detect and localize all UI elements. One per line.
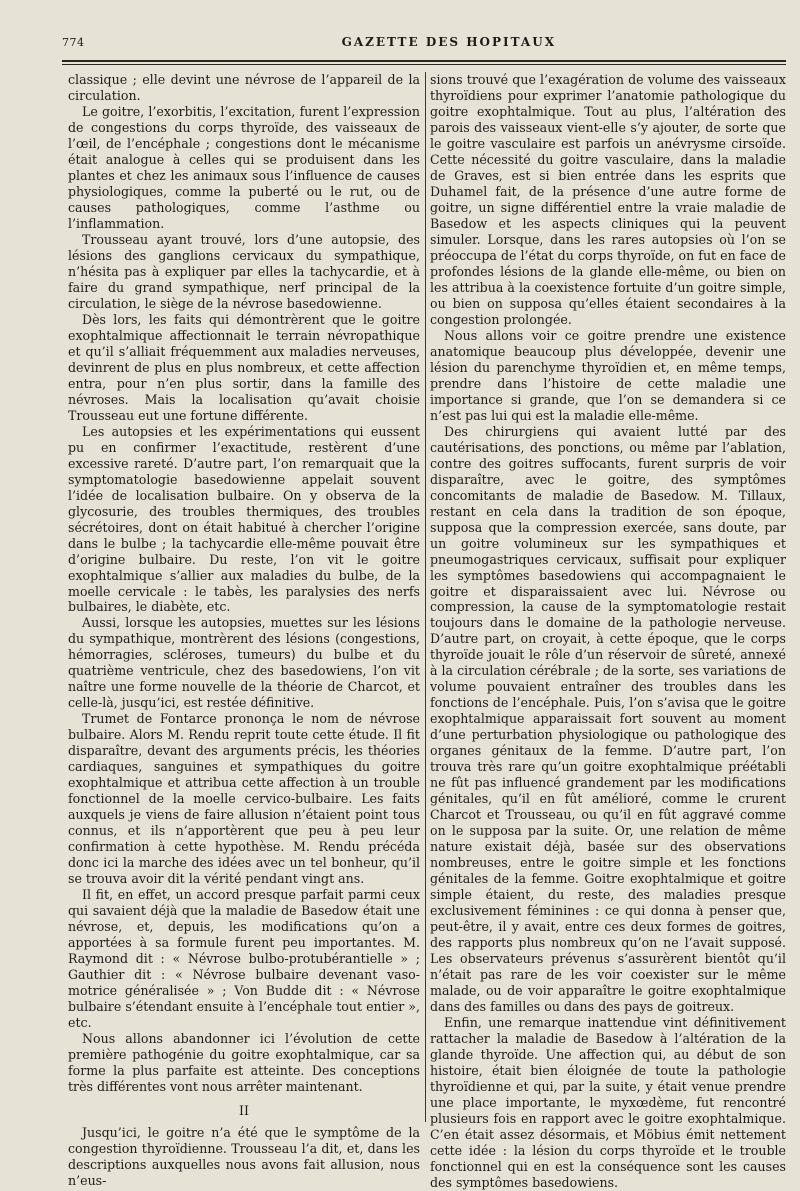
- header-rule: [62, 60, 786, 62]
- paragraph: Trousseau ayant trouvé, lors d’une autopsie, des lésions des ganglions cervicaux du sympathique, n’hésita pas à expliquer par elles la tachycardie, et à faire du grand sympathique, nerf principal de la circulation, le siège de la névrose basedowienne.: [68, 231, 420, 311]
- paragraph: Enfin, une remarque inattendue vint définitivement rattacher la maladie de Basedow à l’altération de la glande thyroïde. Une affection qui, au début de son histoire, était bien éloignée de toute la pathologie thyroïdienne et qui, par la suite, y était venue prendre une place importante, le myxœdème, fut rencontré plusieurs fois en rapport avec le goitre exophtalmique. C’en était assez désormais, et Möbius émit nettement cette idée : la lésion du corps thyroïde et le trouble fonctionnel qui en est la conséquence sont les causes des symptômes basedowiens.: [430, 1015, 786, 1190]
- column-divider: [425, 72, 426, 1122]
- paragraph: Nous allons voir ce goitre prendre une existence anatomique beaucoup plus développée, devenir une lésion du parenchyme thyroïdien et, en même temps, prendre dans l’histoire de cette maladie une importance si grande, que l’on se demandera si ce n’est pas lui qui est la maladie elle-même.: [430, 327, 786, 423]
- header-rule-thin: [62, 64, 786, 65]
- paragraph: Dès lors, les faits qui démontrèrent que le goitre exophtalmique affectionnait le terrain névropathique et qu’il s’alliait fréquemment aux maladies nerveuses, devinrent de plus en plus nombreux, et cette affection entra, pour n’en plus sortir, dans la famille des névroses. Mais la localisation qu’avait choisie Trousseau eut une fortune différente.: [68, 311, 420, 423]
- paragraph: classique ; elle devint une névrose de l’appareil de la circulation.: [68, 72, 420, 103]
- paragraph: Il fit, en effet, un accord presque parfait parmi ceux qui savaient déjà que la maladie de Basedow était une névrose, et, depuis, les modifications qu’on a apportées à sa formule furent peu importantes. M. Raymond dit : « Névrose bulbo-protubérantielle » ; Gauthier dit : « Névrose bulbaire devenant vaso-motrice généralisée » ; Von Budde dit : « Névrose bulbaire s’étendant ensuite à l’encéphale tout entier », etc.: [68, 887, 420, 1031]
- right-column: [430, 72, 786, 1190]
- paragraph: Des chirurgiens qui avaient lutté par des cautérisations, des ponctions, ou même par l’ablation, contre des goitres suffocants, furent surpris de voir disparaître, avec le goitre, des symptômes concomitants de maladie de Basedow. M. Tillaux, restant en cela dans la tradition de son époque, supposa que la compression exercée, sans doute, par un goitre volumineux sur les sympathiques et pneumogastriques cervicaux, suffisait pour expliquer les symptômes basedowiens qui accompagnaient le goitre et disparaissaient avec lui. Névrose ou compression, la cause de la symptomatologie restait toujours dans le domaine de la pathologie nerveuse. D’autre part, on croyait, à cette époque, que le corps thyroïde jouait le rôle d’un réservoir de sûreté, annexé à la circulation cérébrale ; de la sorte, ses variations de volume pouvaient entraîner des troubles dans les fonctions de l’encéphale. Puis, l’on s’avisa que le goitre exophtalmique apparaissait fort souvent au moment d’une perturbation physiologique ou pathologique des organes génitaux de la femme. D’autre part, l’on trouva très rare qu’un goitre exophtalmique préétabli ne fût pas influencé grandement par les modifications génitales, qu’il en fût amélioré, comme le crurent Charcot et Trousseau, ou qu’il en fût aggravé comme on le supposa par la suite. Or, une relation de même nature existait déjà, basée sur des observations nombreuses, entre le goitre simple et les fonctions génitales de la femme. Goitre exophtalmique et goitre simple étaient, du reste, des maladies presque exclusivement féminines : ce qui donna à penser que, peut-être, il y avait, entre ces deux formes de goitres, des rapports plus nombreux qu’on ne l’avait supposé. Les observateurs prévenus s’assurèrent bientôt qu’il n’était pas rare de les voir coexister sur le même malade, ou de voir apparaître le goitre exophtalmique dans des familles ou dans des pays de goitreux.: [430, 423, 786, 1015]
- left-column: [68, 72, 420, 1188]
- page-number: 774: [62, 35, 85, 49]
- paragraph: Le goitre, l’exorbitis, l’excitation, furent l’expression de congestions du corps thyroïde, des vaisseaux de l’œil, de l’encéphale ; congestions dont le mécanisme était analogue à celles qui se produisent dans les plantes et chez les animaux sous l’influence de causes physiologiques, comme la puberté ou le rut, ou de causes pathologiques, comme l’asthme ou l’inflammation.: [68, 103, 420, 231]
- paragraph: Aussi, lorsque les autopsies, muettes sur les lésions du sympathique, montrèrent des lésions (congestions, hémorragies, scléroses, tumeurs) du bulbe et du quatrième ventricule, chez des basedowiens, l’on vit naître une forme nouvelle de la théorie de Charcot, et celle-là, jusqu’ici, est restée définitive.: [68, 615, 420, 711]
- page-header: [62, 30, 786, 54]
- paragraph: Les autopsies et les expérimentations qui eussent pu en confirmer l’exactitude, restèrent d’une excessive rareté. D’autre part, l’on remarquait que la symptomatologie basedowienne appelait souvent l’idée de localisation bulbaire. On y observa de la glycosurie, des troubles thermiques, des troubles sécrétoires, dont on était habitué à chercher l’origine dans le bulbe ; la tachycardie elle-même pouvait être d’origine bulbaire. Du reste, l’on vit le goitre exophtalmique s’allier aux maladies du bulbe, de la moelle cervicale : le tabès, les paralysies des nerfs bulbaires, le diabète, etc.: [68, 423, 420, 615]
- paragraph: Trumet de Fontarce prononça le nom de névrose bulbaire. Alors M. Rendu reprit toute cette étude. Il fit disparaître, devant des arguments précis, les théories cardiaques, sanguines et sympathiques du goitre exophtalmique et attribua cette affection à un trouble fonctionnel de la moelle cervico-bulbaire. Les faits auxquels je viens de faire allusion n’étaient point tous connus, et ils n’apportèrent que peu à peu leur confirmation à cette hypothèse. M. Rendu précéda donc ici la marche des idées avec un tel bonheur, qu’il se trouva avoir dit la vérité pendant vingt ans.: [68, 711, 420, 887]
- paragraph: Nous allons abandonner ici l’évolution de cette première pathogénie du goitre exophtalmique, car sa forme la plus parfaite est atteinte. Des conceptions très différentes vont nous arrêter maintenant.: [68, 1031, 420, 1095]
- paragraph: sions trouvé que l’exagération de volume des vaisseaux thyroïdiens pour exprimer l’anatomie pathologique du goitre exophtalmique. Tout au plus, l’altération des parois des vaisseaux vient-elle s’y ajouter, de sorte que le goitre vasculaire est parfois un anévrysme cirsoïde. Cette nécessité du goitre vasculaire, dans la maladie de Graves, est si bien entrée dans les esprits que Duhamel fait, de la présence d’une autre forme de goitre, un signe différentiel entre la vraie maladie de Basedow et les aspects cliniques qui la peuvent simuler. Lorsque, dans les rares autopsies où l’on se préoccupa de l’état du corps thyroïde, on fut en face de profondes lésions de la glande elle-même, ou bien on les attribua à la coexistence fortuite d’un goitre simple, ou bien on supposa qu’elles étaient secondaires à la congestion prolongée.: [430, 72, 786, 327]
- section-numeral: II: [239, 1103, 249, 1118]
- paragraph: Jusqu’ici, le goitre n’a été que le symptôme de la congestion thyroïdienne. Trousseau l’a dit, et, dans les descriptions auxquelles nous avons fait allusion, nous n’eus-: [68, 1124, 420, 1188]
- journal-title: GAZETTE DES HOPITAUX: [341, 35, 556, 49]
